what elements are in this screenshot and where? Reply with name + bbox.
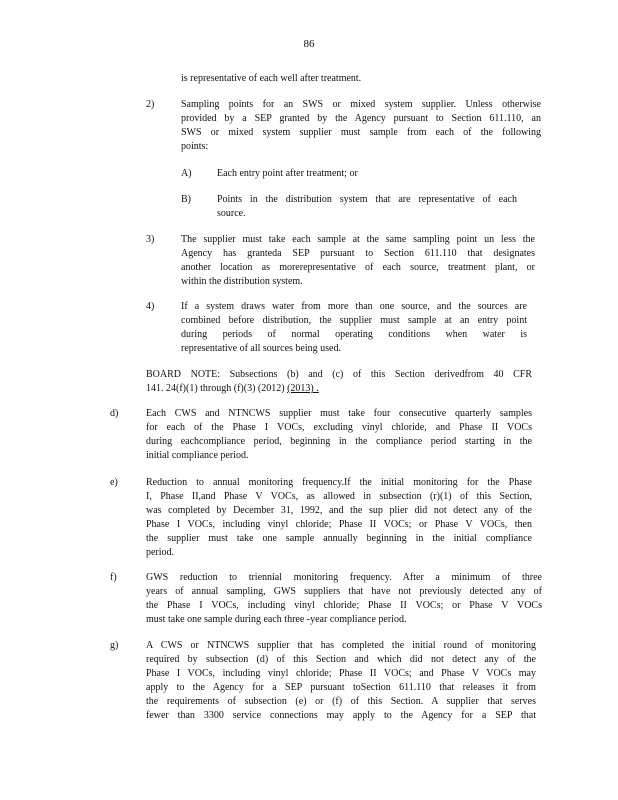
page-number: 86	[303, 38, 315, 50]
item-2-line: Sampling points for an SWS or mixed system supplier. Unless otherwise	[181, 99, 541, 110]
item-4-line: combined before distribution, the supplier must sample at an entry point	[181, 315, 527, 326]
item-2a-text	[217, 167, 517, 181]
item-e-line: the supplier must take one sample annually beginning in the initial compliance	[146, 533, 532, 544]
board-note-inserted-text: (2013) .	[287, 383, 319, 394]
item-3-line: Agency has granteda SEP pursuant to Section 611.110 that designates	[181, 248, 535, 259]
item-d-line: Each CWS and NTNCWS supplier must take four consecutive quarterly samples	[146, 408, 532, 419]
item-2-text	[181, 98, 541, 154]
continuation-text	[181, 72, 541, 86]
item-f-line: the Phase I VOCs, including vinyl chloride; Phase II VOCs; or Phase V VOCs	[146, 600, 542, 611]
item-2-line: provided by a SEP granted by the Agency pursuant to Section 611.110, an	[181, 113, 541, 124]
item-e-text	[146, 476, 532, 560]
item-4-text	[181, 300, 527, 356]
item-e-line: was completed by December 31, 1992, and the sup plier did not detect any of the	[146, 505, 532, 516]
item-2a-line: Each entry point after treatment; or	[217, 168, 358, 179]
item-3-line: within the distribution system.	[181, 276, 303, 287]
item-g-label: g)	[110, 640, 119, 651]
item-g-line: Phase I VOCs, including vinyl chloride; Phase II VOCs; and Phase V VOCs may	[146, 668, 536, 679]
item-e-line: Phase I VOCs, including vinyl chloride; Phase II VOCs; or Phase V VOCs, then	[146, 519, 532, 530]
item-e-line: period.	[146, 547, 175, 558]
item-d-line: during eachcompliance period, beginning in the compliance period starting in the	[146, 436, 532, 447]
board-note-citation: 141. 24(f)(1) through (f)(3) (2012)	[146, 383, 285, 394]
item-4-label: 4)	[146, 301, 155, 312]
item-2-line: SWS or mixed system supplier must sample from each of the following	[181, 127, 541, 138]
item-g-line: apply to the Agency for a SEP pursuant toSection 611.110 that releases it from	[146, 682, 536, 693]
item-4-line: representative of all sources being used.	[181, 343, 341, 354]
item-d-label: d)	[110, 408, 119, 419]
item-2a-label: A)	[181, 168, 192, 179]
board-note-line: BOARD NOTE: Subsections (b) and (c) of this Section derivedfrom 40 CFR	[146, 369, 532, 380]
item-2-label: 2)	[146, 99, 155, 110]
board-note-line	[146, 382, 532, 396]
item-3-line: another location as morerepresentative of each source, treatment plant, or	[181, 262, 535, 273]
item-2b-line: Points in the distribution system that are representative of each	[217, 194, 517, 205]
item-g-line: A CWS or NTNCWS supplier that has completed the initial round of monitoring	[146, 640, 536, 651]
item-f-line: years of annual sampling, GWS suppliers that have not previously detected any of	[146, 586, 542, 597]
item-f-label: f)	[110, 572, 117, 583]
continuation-line: is representative of each well after treatment.	[181, 73, 362, 84]
item-d-line: initial compliance period.	[146, 450, 249, 461]
board-note	[146, 368, 532, 396]
item-d-line: for each of the Phase I VOCs, excluding vinyl chloride, and Phase II VOCs	[146, 422, 532, 433]
item-g-line: fewer than 3300 service connections may apply to the Agency for a SEP that	[146, 710, 536, 721]
item-e-label: e)	[110, 477, 118, 488]
item-d-text	[146, 407, 532, 463]
item-f-line: GWS reduction to triennial monitoring frequency. After a minimum of three	[146, 572, 542, 583]
item-g-line: required by subsection (d) of this Section and which did not detect any of the	[146, 654, 536, 665]
item-3-label: 3)	[146, 234, 155, 245]
item-g-text	[146, 639, 536, 723]
item-e-line: Reduction to annual monitoring frequency.If the initial monitoring for the Phase	[146, 477, 532, 488]
item-4-line: during periods of normal operating conditions when water is	[181, 329, 527, 340]
item-2b-label: B)	[181, 194, 191, 205]
item-2b-line: source.	[217, 208, 246, 219]
item-2-line: points:	[181, 141, 209, 152]
item-g-line: the requirements of subsection (e) or (f) of this Section. A supplier that serves	[146, 696, 536, 707]
item-e-line: I, Phase II,and Phase V VOCs, as allowed in subsection (r)(1) of this Section,	[146, 491, 532, 502]
item-3-line: The supplier must take each sample at the same sampling point un less the	[181, 234, 535, 245]
item-2b-text	[217, 193, 517, 221]
item-3-text	[181, 233, 535, 289]
item-4-line: If a system draws water from more than one source, and the sources are	[181, 301, 527, 312]
item-f-line: must take one sample during each three -year compliance period.	[146, 614, 407, 625]
item-f-text	[146, 571, 542, 627]
